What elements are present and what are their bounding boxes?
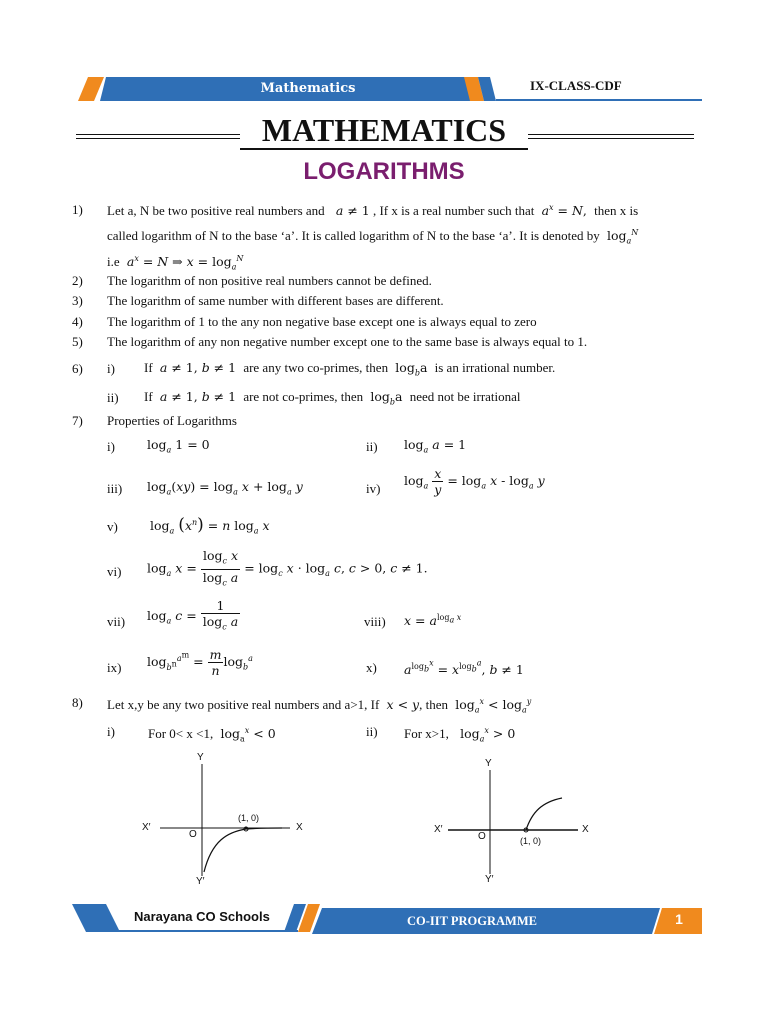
point-3-number: 3) [72, 293, 83, 308]
property-vi-label: vi) [107, 564, 122, 579]
point-1-text-e: i.e [107, 254, 120, 270]
property-vi-formula: $\log_a x$ = $\frac{\log_c x}{\log_c a}$ = $\log_c x \cdot \log_a c$, c > 0, c ≠ 1. [147, 548, 428, 587]
graph-right-x-label: X [582, 824, 589, 835]
point-1-line-1 [107, 200, 638, 219]
point-8-line [107, 694, 531, 719]
point-6-ii-label: ii) [107, 390, 119, 405]
footer-programme: CO-IIT PROGRAMME [407, 914, 537, 928]
point-1-formula-a: a ≠ 1 [335, 203, 370, 219]
point-1-line-3 [107, 251, 243, 276]
point-6-ii-log: $\log_ba$ [366, 389, 407, 407]
property-i-label: i) [107, 439, 115, 454]
property-ii-formula: $\log_a a = 1$ [404, 437, 467, 455]
property-vii-label: vii) [107, 614, 126, 629]
header-banner [78, 74, 702, 104]
point-6-i-text-b: are any two co-primes, then [243, 360, 389, 375]
point-6-i-label: i) [107, 361, 115, 376]
graph-right-origin-label: O [478, 831, 486, 842]
point-8-i-label: i) [107, 724, 115, 739]
graph-left-origin-label: O [189, 829, 197, 840]
graph-right-plot [432, 756, 602, 890]
graph-right [432, 756, 602, 890]
point-1-formula-b: $a^x = N$, [541, 203, 591, 219]
point-1-formula-log: $\log_a^N$ [603, 228, 639, 246]
point-6-number: 6) [72, 361, 83, 376]
graph-left [140, 750, 320, 890]
graph-right-y-label: Y [485, 758, 492, 769]
point-6-ii-text-c: need not be irrational [409, 389, 521, 404]
property-viii-formula: $x = a^{log_a x}$ [404, 613, 462, 629]
property-iii-formula: $\log_a(xy) = \log_a x + \log_a y$ [147, 479, 303, 497]
point-3-text: The logarithm of same number with different bases are different. [107, 293, 444, 308]
graph-left-plot [140, 750, 320, 890]
point-4-text: The logarithm of 1 to the any non negative base except one is always equal to zero [107, 314, 537, 329]
point-6-i [144, 360, 555, 382]
property-iv-formula: $\log_a$ $\frac{x}{y}$ = $\log_a x - \log_a y$ [404, 466, 545, 497]
property-iv-label: iv) [366, 481, 381, 496]
header-subject: Mathematics [260, 81, 356, 96]
point-1-text-a: Let a, N be two positive real numbers and [107, 203, 325, 219]
point-8-i-formula: $\log_a^x < 0$ [216, 726, 276, 744]
graph-left-point-label: (1, 0) [238, 813, 260, 823]
point-8-formula-b: $\log_a^x < \log_a^y$ [451, 697, 532, 715]
point-4-number: 4) [72, 314, 83, 329]
point-8-i-text: For 0< x <1, [148, 726, 214, 742]
page-subtitle: LOGARITHMS [303, 158, 465, 185]
graph-left-y-label: Y [197, 752, 204, 763]
point-1-number: 1) [72, 202, 83, 217]
point-6-i-text-c: is an irrational number. [434, 360, 556, 375]
point-7-text: Properties of Logarithms [107, 413, 237, 428]
graph-left-x-label: X [296, 822, 303, 833]
graph-right-y-neg-label: Y′ [485, 874, 494, 885]
graph-left-x-neg-label: X′ [142, 822, 151, 833]
point-6-ii [144, 389, 521, 411]
point-8-ii-label: ii) [366, 724, 378, 739]
point-8-text-a: Let x,y be any two positive real numbers and a>1, If [107, 697, 380, 713]
point-6-ii-text-b: are not co-primes, then [243, 389, 364, 404]
point-8-number: 8) [72, 695, 83, 710]
point-2-number: 2) [72, 273, 83, 288]
point-1-text-b: , If x is a real number such that [372, 203, 535, 219]
point-8-text-b: , then [419, 697, 448, 713]
point-8-formula-a: x < y [386, 697, 420, 713]
graph-right-x-neg-label: X′ [434, 824, 443, 835]
point-7-number: 7) [72, 413, 83, 428]
point-1-line-2 [107, 225, 638, 250]
property-ix-label: ix) [107, 660, 122, 675]
point-6-i-text-a: If [144, 360, 153, 375]
property-v-label: v) [107, 519, 118, 534]
point-8-i [148, 723, 276, 748]
point-6-i-formula: a ≠ 1, b ≠ 1 [159, 360, 241, 375]
footer-school: Narayana CO Schools [134, 909, 270, 924]
property-vii-formula: $\log_a c$ = $\frac{1}{\log_c a}$ [147, 598, 239, 632]
point-6-ii-text-a: If [144, 389, 153, 404]
header-class-label: IX-CLASS-CDF [530, 78, 622, 93]
point-8-ii-text: For x>1, [404, 726, 449, 742]
point-8-ii [404, 723, 515, 748]
title-rule-right [528, 134, 694, 139]
point-8-ii-formula: $\log_a^x > 0$ [452, 726, 516, 744]
point-5-number: 5) [72, 334, 83, 349]
property-x-formula: $a^{log_b^x} = x^{log_b^a}$, b ≠ 1 [404, 658, 524, 677]
property-ix-formula: $\log_{b^n}^{a^m}$ = $\frac{m}{n}$ $\log_b^a$ [147, 647, 253, 678]
footer-banner [72, 900, 702, 936]
property-x-label: x) [366, 660, 377, 675]
graph-right-point-label: (1, 0) [520, 836, 542, 846]
point-1-formula-c: $a^x = N$ ⇒ $x = \log_a^N$ [126, 254, 244, 272]
page-number: 1 [675, 911, 683, 927]
point-2-text: The logarithm of non positive real numbers cannot be defined. [107, 273, 432, 288]
graph-left-y-neg-label: Y′ [196, 876, 205, 887]
page-title: MATHEMATICS [240, 112, 528, 150]
point-6-ii-formula: a ≠ 1, b ≠ 1 [159, 389, 241, 404]
property-viii-label: viii) [364, 614, 386, 629]
title-rule-left [76, 134, 240, 139]
point-6-i-log: $\log_ba$ [391, 360, 432, 378]
property-iii-label: iii) [107, 481, 123, 496]
point-5-text: The logarithm of any non negative number except one to the same base is always equal to 1. [107, 334, 588, 349]
property-i-formula: $\log_a 1 = 0$ [147, 437, 210, 455]
point-1-text-d: called logarithm of N to the base ‘a’. It is called logarithm of N to the base ‘a’. It is denoted by [107, 228, 600, 244]
property-v-formula: $\log_a (x^n) = n$ $\log_a x$ [150, 515, 270, 536]
point-1-text-c: then x is [594, 203, 639, 219]
property-ii-label: ii) [366, 439, 378, 454]
